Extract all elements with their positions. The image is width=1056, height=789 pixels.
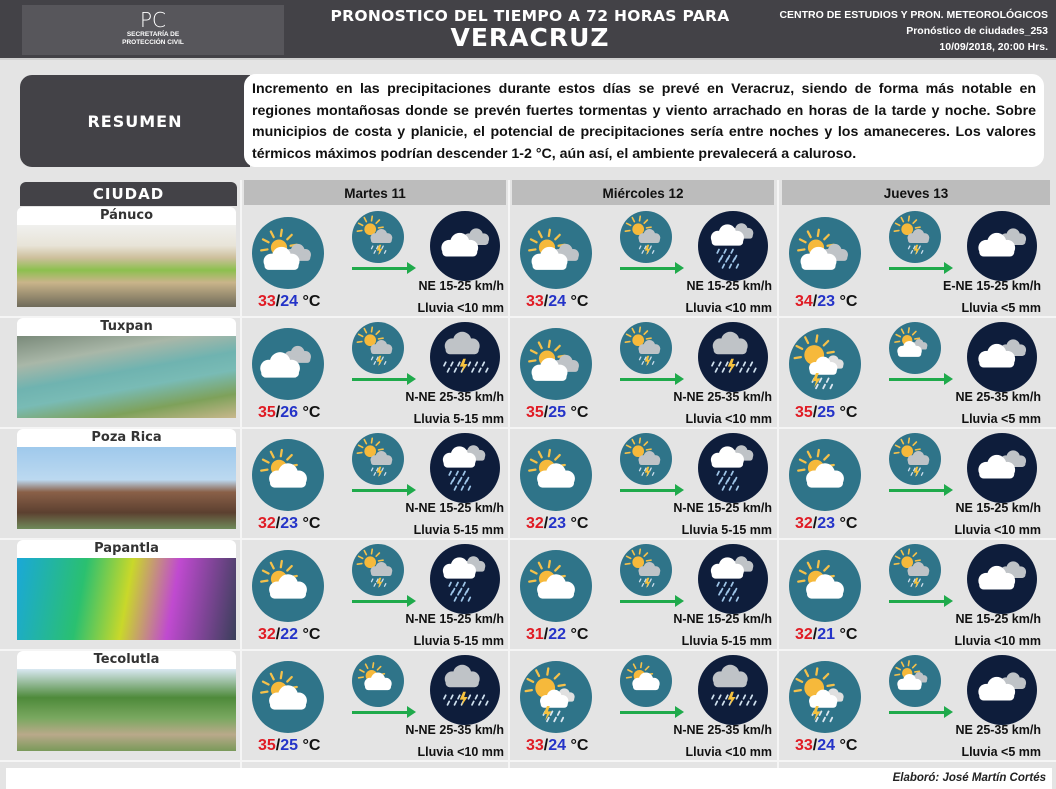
sun-cloud-icon [789, 550, 861, 622]
colonial-building-photo [17, 225, 236, 307]
temp-min: 22 [548, 626, 567, 643]
sun-cloud-icon [520, 439, 592, 511]
temp-max: 32 [526, 515, 544, 532]
night-cloudy-icon [967, 211, 1037, 281]
temperature: 33/24 °C [795, 737, 858, 754]
night-storm-icon [430, 655, 500, 725]
logo-sub2: PROTECCIÓN CIVIL [122, 39, 184, 46]
night-storm-icon [698, 322, 768, 392]
oil-workers-statue-photo [17, 447, 236, 529]
temp-max: 32 [258, 515, 276, 532]
temp-unit: °C [570, 515, 589, 532]
title-line1: PRONOSTICO DEL TIEMPO A 72 HORAS PARA [330, 7, 730, 25]
page-header [0, 0, 1056, 60]
temp-unit: °C [302, 737, 321, 754]
rain-forecast: Lluvia <5 mm [961, 301, 1041, 315]
night-cloudy-icon [967, 433, 1037, 503]
city-column-header: CIUDAD [20, 182, 237, 206]
city-papantla [17, 540, 236, 640]
wind-forecast: N-NE 25-35 km/h [405, 390, 504, 404]
temp-min: 25 [817, 404, 836, 421]
day-header-3: Jueves 13 [782, 180, 1050, 205]
temp-max: 35 [526, 404, 544, 421]
wind-forecast: NE 25-35 km/h [955, 723, 1041, 737]
night-rain-icon [698, 433, 768, 503]
header-info [779, 7, 1048, 55]
wind-forecast: N-NE 15-25 km/h [405, 612, 504, 626]
temp-min: 26 [280, 404, 299, 421]
night-cloudy-icon [967, 655, 1037, 725]
temperature: 35/25 °C [795, 404, 858, 421]
town-plaza-photo [17, 669, 236, 751]
forecast-cell [510, 207, 778, 315]
sun-cloud-icon [252, 439, 324, 511]
temp-unit: °C [570, 626, 589, 643]
temp-unit: °C [302, 293, 321, 310]
trend-arrow-icon [620, 378, 676, 381]
resumen-text: Incremento en las precipitaciones durante estos días se prevé en Veracruz, siendo de forma más notable en regiones montañosas donde se prevén fuertes tormentas y viento arrachado en horas de la tarde y noche. Sobre municipios de costa y planicie, el potencial de precipitaciones sería entre noches y los amaneceres. Los valores térmicos máximos podrían descender 1-2 °C, aún así, el ambiente prevalecerá a caluroso. [244, 74, 1044, 167]
city-poza-rica [17, 429, 236, 529]
trend-arrow-icon [352, 711, 408, 714]
sun-rain-storm-icon [789, 328, 861, 400]
night-storm-icon [430, 322, 500, 392]
wind-forecast: NE 15-25 km/h [418, 279, 504, 293]
temperature: 32/23 °C [526, 515, 589, 532]
sun-cloud-storm-icon [889, 544, 941, 596]
wind-forecast: NE 25-35 km/h [955, 390, 1041, 404]
temp-unit: °C [302, 404, 321, 421]
forecast-cell [779, 318, 1047, 426]
rain-forecast: Lluvia <5 mm [961, 412, 1041, 426]
sun-cloud-icon [252, 550, 324, 622]
temp-max: 35 [258, 737, 276, 754]
partly-cloudy-icon [520, 217, 592, 289]
forecast-cell [242, 318, 510, 426]
trend-arrow-icon [889, 378, 945, 381]
temp-min: 24 [280, 293, 299, 310]
river-bridge-photo [17, 336, 236, 418]
temp-min: 24 [548, 737, 567, 754]
sun-rain-storm-icon [520, 661, 592, 733]
night-cloudy-icon [967, 322, 1037, 392]
illuminated-mural-photo [17, 558, 236, 640]
temp-min: 23 [817, 515, 836, 532]
row-divider [0, 760, 1056, 762]
wind-forecast: E-NE 15-25 km/h [943, 279, 1041, 293]
sun-cloud-storm-icon [620, 544, 672, 596]
temperature: 32/23 °C [258, 515, 321, 532]
logo-sub1: SECRETARÍA DE [126, 31, 180, 38]
pc-logo [22, 5, 284, 55]
rain-forecast: Lluvia 5-15 mm [413, 412, 504, 426]
rain-forecast: Lluvia <10 mm [685, 412, 772, 426]
temp-max: 33 [526, 293, 544, 310]
city-name: Poza Rica [17, 429, 236, 447]
temp-max: 33 [526, 737, 544, 754]
resumen-label: RESUMEN [20, 75, 250, 167]
sun-cloud-icon [620, 655, 672, 707]
rain-forecast: Lluvia 5-15 mm [681, 523, 772, 537]
sun-cloud-storm-icon [620, 433, 672, 485]
forecast-cell [779, 429, 1047, 537]
temp-min: 22 [280, 626, 299, 643]
day-header-1: Martes 11 [244, 180, 506, 205]
temp-min: 25 [548, 404, 567, 421]
city-name: Pánuco [17, 207, 236, 225]
temp-min: 21 [817, 626, 836, 643]
rain-forecast: Lluvia 5-15 mm [413, 634, 504, 648]
temperature: 32/22 °C [258, 626, 321, 643]
temp-unit: °C [302, 515, 321, 532]
night-rain-icon [430, 433, 500, 503]
temperature: 32/23 °C [795, 515, 858, 532]
sun-cloud-storm-icon [620, 211, 672, 263]
temp-min: 23 [280, 515, 299, 532]
temp-max: 33 [795, 737, 813, 754]
rain-forecast: Lluvia <10 mm [685, 745, 772, 759]
temp-min: 24 [817, 737, 836, 754]
author-credit: Elaboró: José Martín Cortés [6, 768, 1052, 789]
sun-cloud-storm-icon [620, 322, 672, 374]
forecast-cell [242, 429, 510, 537]
trend-arrow-icon [352, 267, 408, 270]
trend-arrow-icon [889, 267, 945, 270]
trend-arrow-icon [889, 600, 945, 603]
sun-cloud-icon [520, 550, 592, 622]
temp-max: 32 [795, 626, 813, 643]
forecast-cell [242, 540, 510, 648]
temperature: 33/24 °C [526, 737, 589, 754]
page-title [300, 7, 760, 51]
temp-unit: °C [839, 626, 858, 643]
sun-cloud-storm-icon [889, 211, 941, 263]
forecast-cell [779, 540, 1047, 648]
wind-forecast: N-NE 25-35 km/h [405, 723, 504, 737]
sun-cloud-storm-icon [352, 211, 404, 263]
temp-unit: °C [839, 515, 858, 532]
temp-max: 35 [795, 404, 813, 421]
trend-arrow-icon [352, 378, 408, 381]
trend-arrow-icon [620, 711, 676, 714]
rain-forecast: Lluvia 5-15 mm [681, 634, 772, 648]
temp-min: 23 [817, 293, 836, 310]
rain-forecast: Lluvia <10 mm [685, 301, 772, 315]
temperature: 33/24 °C [526, 293, 589, 310]
wind-forecast: N-NE 15-25 km/h [673, 612, 772, 626]
wind-forecast: NE 15-25 km/h [955, 612, 1041, 626]
sun-cloud-icon [252, 661, 324, 733]
sun-cloud-icon [352, 655, 404, 707]
issue-datetime: 10/09/2018, 20:00 Hrs. [939, 41, 1048, 53]
temp-unit: °C [570, 737, 589, 754]
temp-unit: °C [839, 293, 858, 310]
temp-max: 33 [258, 293, 276, 310]
night-cloudy-icon [430, 211, 500, 281]
sun-cloudy-icon [889, 655, 941, 707]
city-tecolutla [17, 651, 236, 751]
forecast-cell [510, 651, 778, 759]
temperature: 34/23 °C [795, 293, 858, 310]
forecast-cell [510, 429, 778, 537]
forecast-cell [779, 207, 1047, 315]
forecast-cell [242, 207, 510, 315]
night-cloudy-icon [967, 544, 1037, 614]
forecast-cell [242, 651, 510, 759]
city-name: Papantla [17, 540, 236, 558]
temp-max: 34 [795, 293, 813, 310]
trend-arrow-icon [620, 267, 676, 270]
rain-forecast: Lluvia <10 mm [417, 745, 504, 759]
sun-cloud-storm-icon [889, 433, 941, 485]
sun-cloud-icon [789, 439, 861, 511]
rain-forecast: Lluvia 5-15 mm [413, 523, 504, 537]
night-rain-icon [698, 544, 768, 614]
sun-cloud-storm-icon [352, 433, 404, 485]
wind-forecast: N-NE 15-25 km/h [405, 501, 504, 515]
city-name: Tuxpan [17, 318, 236, 336]
rain-forecast: Lluvia <10 mm [954, 634, 1041, 648]
partly-cloudy-icon [252, 217, 324, 289]
wind-forecast: NE 15-25 km/h [955, 501, 1041, 515]
temp-unit: °C [839, 404, 858, 421]
temp-unit: °C [570, 293, 589, 310]
cloudy-icon [252, 328, 324, 400]
org-name: CENTRO DE ESTUDIOS Y PRON. METEOROLÓGICOS [779, 9, 1048, 21]
rain-forecast: Lluvia <5 mm [961, 745, 1041, 759]
temperature: 35/25 °C [526, 404, 589, 421]
trend-arrow-icon [620, 489, 676, 492]
day-header-2: Miércoles 12 [512, 180, 774, 205]
sun-cloud-storm-icon [352, 322, 404, 374]
partly-cloudy-icon [789, 217, 861, 289]
night-storm-icon [698, 655, 768, 725]
sun-cloudy-icon [889, 322, 941, 374]
temp-min: 24 [548, 293, 567, 310]
city-name: Tecolutla [17, 651, 236, 669]
title-line2: VERACRUZ [450, 23, 610, 52]
forecast-cell [510, 318, 778, 426]
temp-unit: °C [839, 737, 858, 754]
temp-max: 32 [258, 626, 276, 643]
temperature: 35/26 °C [258, 404, 321, 421]
night-rain-icon [430, 544, 500, 614]
rain-forecast: Lluvia <10 mm [954, 523, 1041, 537]
city-panuco [17, 207, 236, 307]
forecast-cell [779, 651, 1047, 759]
temp-min: 25 [280, 737, 299, 754]
temp-unit: °C [302, 626, 321, 643]
temp-max: 35 [258, 404, 276, 421]
temperature: 32/21 °C [795, 626, 858, 643]
temperature: 33/24 °C [258, 293, 321, 310]
trend-arrow-icon [620, 600, 676, 603]
product-name: Pronóstico de ciudades_253 [906, 25, 1048, 37]
rain-forecast: Lluvia <10 mm [417, 301, 504, 315]
temperature: 31/22 °C [526, 626, 589, 643]
temp-min: 23 [548, 515, 567, 532]
trend-arrow-icon [889, 489, 945, 492]
trend-arrow-icon [352, 489, 408, 492]
partly-cloudy-icon [520, 328, 592, 400]
sun-rain-storm-icon [789, 661, 861, 733]
temp-max: 31 [526, 626, 544, 643]
temp-unit: °C [570, 404, 589, 421]
forecast-cell [510, 540, 778, 648]
sun-cloud-storm-icon [352, 544, 404, 596]
wind-forecast: N-NE 25-35 km/h [673, 390, 772, 404]
trend-arrow-icon [889, 711, 945, 714]
temp-max: 32 [795, 515, 813, 532]
logo-main: PC [139, 8, 167, 32]
city-tuxpan [17, 318, 236, 418]
night-rain-icon [698, 211, 768, 281]
temperature: 35/25 °C [258, 737, 321, 754]
wind-forecast: NE 15-25 km/h [686, 279, 772, 293]
trend-arrow-icon [352, 600, 408, 603]
wind-forecast: N-NE 15-25 km/h [673, 501, 772, 515]
wind-forecast: N-NE 25-35 km/h [673, 723, 772, 737]
